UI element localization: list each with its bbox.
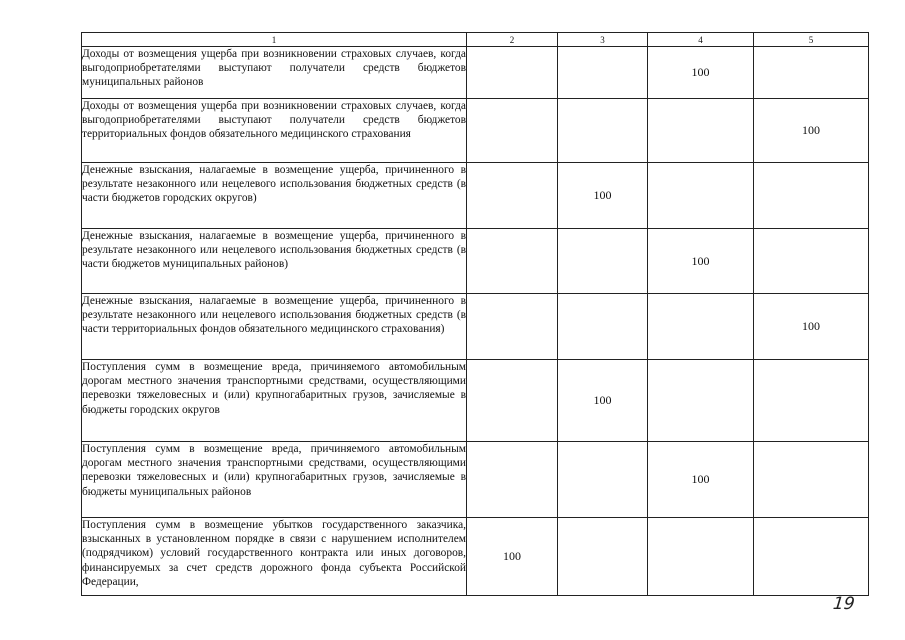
row-value-col5: 100 (754, 294, 869, 360)
column-header-3: 3 (558, 33, 648, 47)
row-value-col4 (648, 294, 754, 360)
row-value-col5 (754, 163, 869, 229)
row-value-col5 (754, 518, 869, 596)
row-value-col5 (754, 360, 869, 442)
row-value-col4: 100 (648, 442, 754, 518)
row-value-col2 (467, 99, 558, 163)
page-number: 19 (831, 594, 856, 614)
row-description: Денежные взыскания, налагаемые в возмещение ущерба, причиненного в результате незаконного или нецелевого использования бюджетных средств (в части территориальных фондов обязательного медицинского страхования) (82, 294, 467, 360)
row-value-col2: 100 (467, 518, 558, 596)
row-value-col2 (467, 360, 558, 442)
row-value-col2 (467, 47, 558, 99)
row-value-col3 (558, 47, 648, 99)
row-value-col4 (648, 163, 754, 229)
row-value-col3 (558, 442, 648, 518)
row-value-col3: 100 (558, 360, 648, 442)
row-value-col5 (754, 229, 869, 294)
row-value-col3 (558, 99, 648, 163)
table-row (82, 99, 869, 163)
row-value-col4: 100 (648, 229, 754, 294)
row-value-col2 (467, 163, 558, 229)
column-number-header-row (82, 33, 869, 47)
row-value-col4 (648, 518, 754, 596)
column-header-4: 4 (648, 33, 754, 47)
row-value-col4 (648, 360, 754, 442)
row-description: Поступления сумм в возмещение вреда, причиняемого автомобильным дорогам местного значения транспортными средствами, осуществляющими перевозки тяжеловесных и (или) крупногабаритных грузов, зачисляемые в бюджеты городских округов (82, 360, 467, 442)
row-description: Доходы от возмещения ущерба при возникновении страховых случаев, когда выгодоприобретателями выступают получатели средств бюджетов территориальных фондов обязательного медицинского страхования (82, 99, 467, 163)
row-value-col4 (648, 99, 754, 163)
row-value-col3 (558, 229, 648, 294)
row-value-col3 (558, 518, 648, 596)
row-value-col5 (754, 47, 869, 99)
row-description: Денежные взыскания, налагаемые в возмещение ущерба, причиненного в результате незаконного или нецелевого использования бюджетных средств (в части бюджетов муниципальных районов) (82, 229, 467, 294)
revenue-distribution-table (81, 32, 869, 596)
table-row (82, 442, 869, 518)
table-row (82, 294, 869, 360)
row-value-col3 (558, 294, 648, 360)
row-value-col5: 100 (754, 99, 869, 163)
column-header-2: 2 (467, 33, 558, 47)
table-row (82, 47, 869, 99)
row-value-col4: 100 (648, 47, 754, 99)
row-description: Поступления сумм в возмещение убытков государственного заказчика, взысканных в установленном порядке в связи с нарушением исполнителем (подрядчиком) условий государственного контракта или иных договоров, финансируемых за счет средств дорожного фонда субъекта Российской Федерации, (82, 518, 467, 596)
row-description: Доходы от возмещения ущерба при возникновении страховых случаев, когда выгодоприобретателями выступают получатели средств бюджетов муниципальных районов (82, 47, 467, 99)
table-row (82, 518, 869, 596)
table-row (82, 229, 869, 294)
row-value-col3: 100 (558, 163, 648, 229)
row-description: Денежные взыскания, налагаемые в возмещение ущерба, причиненного в результате незаконного или нецелевого использования бюджетных средств (в части бюджетов городских округов) (82, 163, 467, 229)
table-row (82, 360, 869, 442)
row-description: Поступления сумм в возмещение вреда, причиняемого автомобильным дорогам местного значения транспортными средствами, осуществляющими перевозки тяжеловесных и (или) крупногабаритных грузов, зачисляемые в бюджеты муниципальных районов (82, 442, 467, 518)
column-header-5: 5 (754, 33, 869, 47)
table-row (82, 163, 869, 229)
column-header-1: 1 (82, 33, 467, 47)
row-value-col2 (467, 294, 558, 360)
row-value-col2 (467, 442, 558, 518)
row-value-col2 (467, 229, 558, 294)
row-value-col5 (754, 442, 869, 518)
